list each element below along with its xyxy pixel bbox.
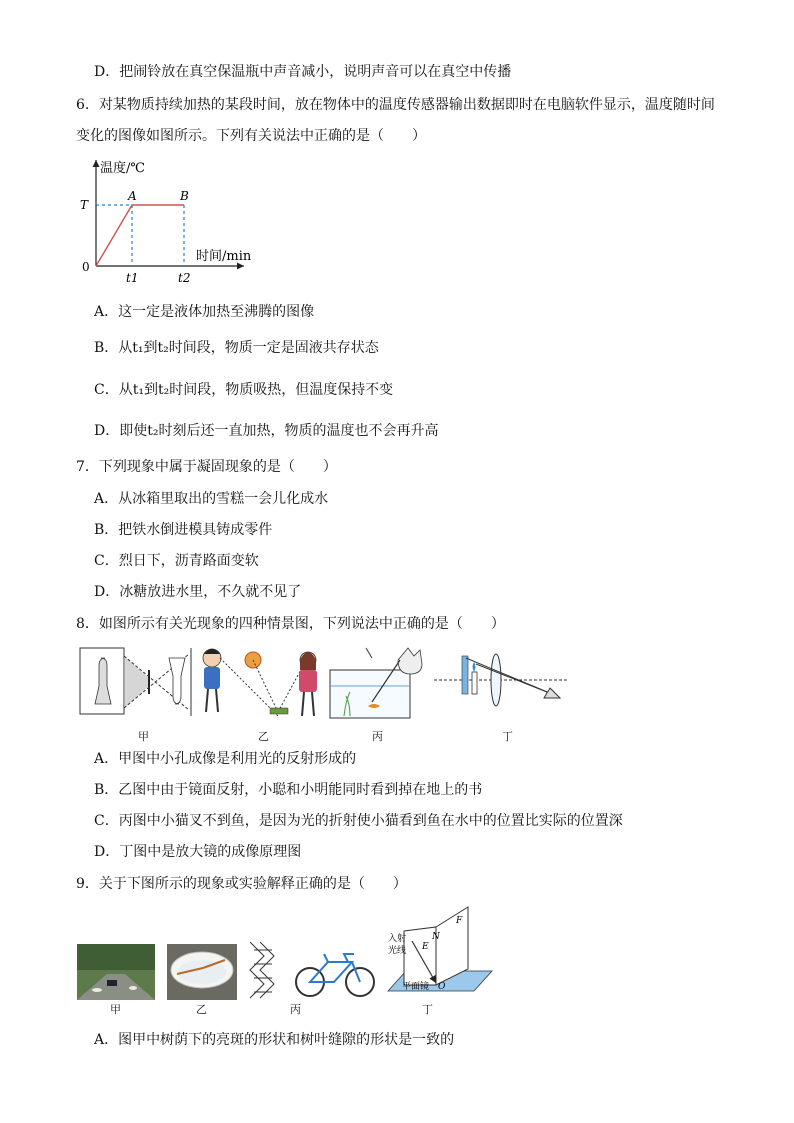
q9-caption-yi: 乙 xyxy=(196,1003,207,1016)
origin-label: 0 xyxy=(82,260,90,274)
q9-option-a: A．图甲中树荫下的亮斑的形状和树叶缝隙的形状是一致的 xyxy=(94,1032,455,1048)
q9-figure-bicycle xyxy=(248,940,378,1000)
q7-option-c: C．烈日下，沥青路面变软 xyxy=(94,553,259,569)
q8-figure-lens xyxy=(432,650,572,710)
x-tick-t2: t2 xyxy=(178,271,191,285)
q9-figure-mirror xyxy=(384,905,494,1003)
q7-stem: 7．下列现象中属于凝固现象的是（ ） xyxy=(76,459,337,475)
q8-figure-refraction xyxy=(328,646,428,720)
q9-caption-jia: 甲 xyxy=(110,1003,121,1016)
q8-option-a: A．甲图中小孔成像是利用光的反射形成的 xyxy=(94,751,357,767)
q5-option-d: D．把闹铃放在真空保温瓶中声音减小，说明声音可以在真空中传播 xyxy=(94,64,512,80)
q8-caption-ding: 丁 xyxy=(502,730,513,743)
q8-figure-reflection xyxy=(198,646,328,720)
q8-option-d: D．丁图中是放大镜的成像原理图 xyxy=(94,844,302,860)
q6-temperature-chart xyxy=(74,158,274,288)
q8-option-c: C．丙图中小猫叉不到鱼，是因为光的折射使小猫看到鱼在水中的位置比实际的位置深 xyxy=(94,813,623,829)
q9-caption-ding: 丁 xyxy=(422,1003,433,1016)
y-axis-label: 温度/℃ xyxy=(100,161,145,176)
q6-option-a: A．这一定是液体加热至沸腾的图像 xyxy=(94,304,315,320)
point-label-B: B xyxy=(180,189,189,203)
point-label-A: A xyxy=(128,189,137,203)
x-tick-t1: t1 xyxy=(126,271,139,285)
q6-option-c: C．从t₁到t₂时间段，物质吸热，但温度保持不变 xyxy=(94,382,394,398)
mirror-label-O: O xyxy=(438,982,446,992)
mirror-label-plane-mirror: 平面镜 xyxy=(402,982,430,992)
q8-caption-yi: 乙 xyxy=(258,730,269,743)
q6-stem-line2: 变化的图像如图所示。下列有关说法中正确的是（ ） xyxy=(76,128,426,144)
mirror-label-F: F xyxy=(456,916,463,926)
q8-caption-jia: 甲 xyxy=(138,730,149,743)
q6-option-d: D．即使t₂时刻后还一直加热，物质的温度也不会再升高 xyxy=(94,423,439,439)
q7-option-a: A．从冰箱里取出的雪糕一会儿化成水 xyxy=(94,491,329,507)
series-temperature-line xyxy=(96,205,184,266)
q6-stem-line1: 6．对某物质持续加热的某段时间，放在物体中的温度传感器输出数据即时在电脑软件显示，温度随时间 xyxy=(76,97,715,113)
mirror-label-incident-2: 光线 xyxy=(388,946,407,956)
mirror-label-E: E xyxy=(422,942,429,952)
q8-caption-bing: 丙 xyxy=(372,730,383,743)
q8-figure-pinhole xyxy=(79,646,199,718)
mirror-label-incident-1: 入射 xyxy=(388,934,407,944)
q7-option-d: D．冰糖放进水里，不久就不见了 xyxy=(94,584,302,600)
q9-stem: 9．关于下图所示的现象或实验解释正确的是（ ） xyxy=(76,876,407,892)
q6-option-b: B．从t₁到t₂时间段，物质一定是固液共存状态 xyxy=(94,340,379,356)
q9-figure-tree-shade xyxy=(77,944,155,1000)
q8-option-b: B．乙图中由于镜面反射，小聪和小明能同时看到掉在地上的书 xyxy=(94,782,483,798)
q8-stem: 8．如图所示有关光现象的四种情景图，下列说法中正确的是（ ） xyxy=(76,616,505,632)
y-tick-T: T xyxy=(80,198,89,212)
q9-figure-bowl xyxy=(167,944,237,1000)
x-axis-label: 时间/min xyxy=(196,249,252,264)
mirror-label-N: N xyxy=(432,932,440,942)
q9-caption-bing: 丙 xyxy=(290,1003,301,1016)
q7-option-b: B．把铁水倒进模具铸成零件 xyxy=(94,522,273,538)
